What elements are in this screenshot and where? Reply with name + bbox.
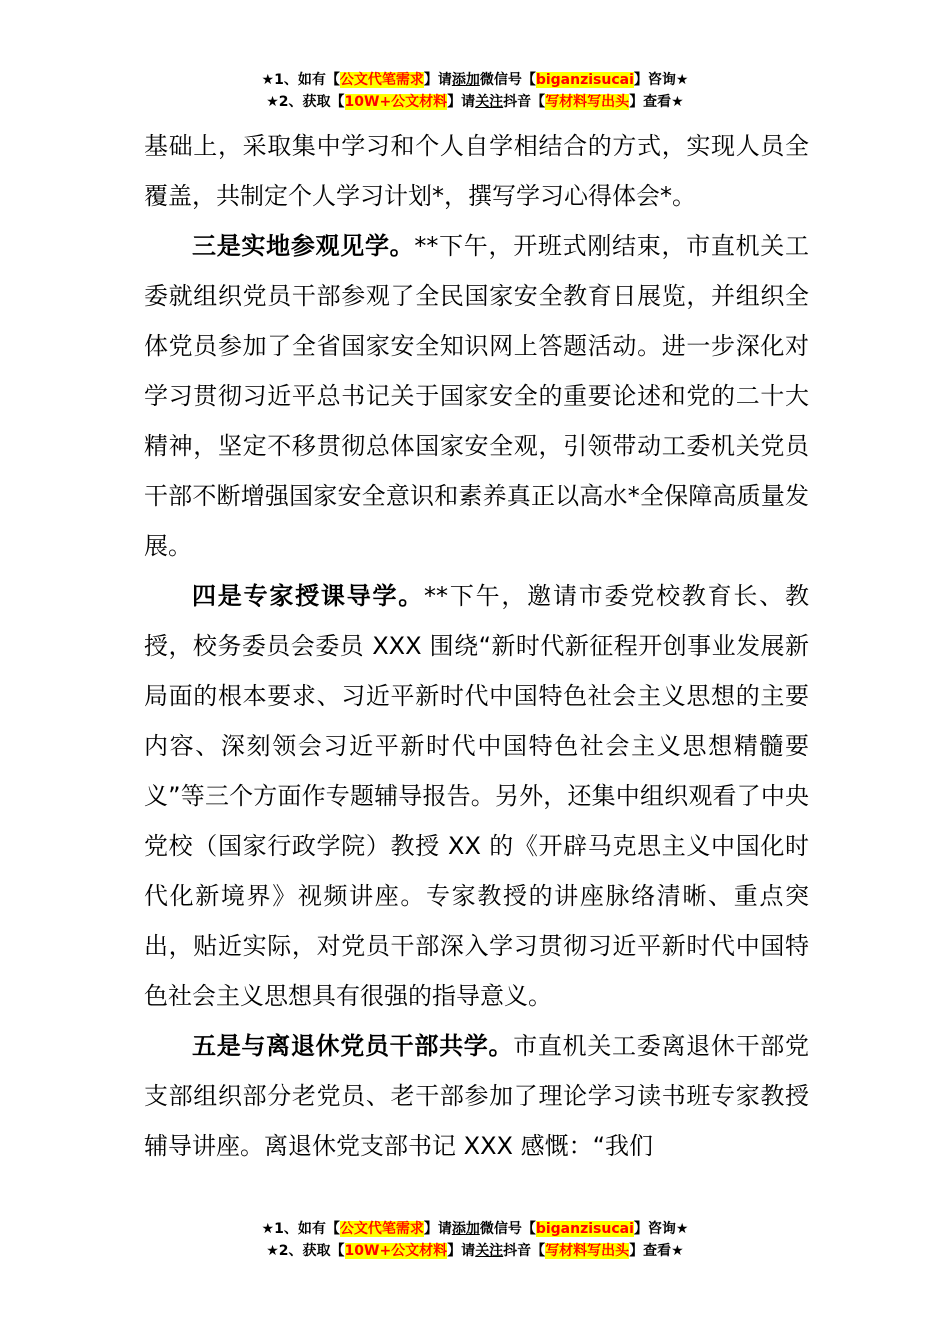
- highlight-douyin-id: 写材料写出头: [545, 1243, 630, 1259]
- header-banner: [0, 69, 950, 113]
- highlight-wechat-id: biganzisucai: [535, 1221, 634, 1237]
- highlight-wechat-id: biganzisucai: [535, 72, 634, 88]
- banner-text: 抖音【: [503, 1243, 546, 1259]
- highlight-douyin-id: 写材料写出头: [545, 94, 630, 110]
- banner-underlined-text: 添加: [451, 1221, 480, 1237]
- banner-underlined-text: 添加: [451, 72, 480, 88]
- paragraph-continuation: 基础上，采取集中学习和个人自学相结合的方式，实现人员全覆盖，共制定个人学习计划*，撰写学习心得体会*。: [144, 132, 809, 210]
- banner-text: 】请: [423, 72, 452, 88]
- highlight-materials: 10W+公文材料: [344, 94, 448, 110]
- banner-underlined-text: 关注: [475, 1243, 504, 1259]
- paragraph-text: 市直机关工委离退休干部党支部组织部分老党员、老干部参加了理论学习读书班专家教授辅导讲座。离退休党支部书记 XXX 感慨：“我们: [144, 1032, 810, 1160]
- banner-underlined-text: 关注: [475, 94, 504, 110]
- banner-text: 】咨询★: [633, 1221, 689, 1237]
- banner-text: 抖音【: [503, 94, 546, 110]
- banner-line-1: [0, 1218, 950, 1240]
- highlight-materials: 10W+公文材料: [344, 1243, 448, 1259]
- highlight-service: 公文代笔需求: [339, 1221, 424, 1237]
- paragraph-retiree-study: [144, 1021, 809, 1171]
- paragraph-lead: 四是专家授课导学。: [192, 582, 425, 610]
- paragraph-expert-lecture: [144, 571, 809, 1021]
- banner-text: 】咨询★: [633, 72, 689, 88]
- banner-text: 】查看★: [629, 1243, 684, 1259]
- banner-text: ★2、获取【: [266, 1243, 345, 1259]
- banner-text: 】请: [423, 1221, 452, 1237]
- paragraph-lead: 三是实地参观见学。: [192, 232, 415, 260]
- banner-text: 】请: [447, 1243, 476, 1259]
- paragraph-site-visit: [144, 221, 809, 571]
- banner-text: 微信号【: [479, 72, 536, 88]
- banner-text: ★1、如有【: [261, 72, 340, 88]
- banner-text: ★1、如有【: [261, 1221, 340, 1237]
- banner-text: 】查看★: [629, 94, 684, 110]
- document-body: [144, 121, 809, 1171]
- banner-line-2: [0, 1240, 950, 1262]
- paragraph-text: **下午，开班式刚结束，市直机关工委就组织党员干部参观了全民国家安全教育日展览，并组织全体党员参加了全省国家安全知识网上答题活动。进一步深化对学习贯彻习近平总书记关于国家安全的重要论述和党的二十大精神，坚定不移贯彻总体国家安全观，引领带动工委机关党员干部不断增强国家安全意识和素养真正以高水*全保障高质量发展。: [144, 232, 809, 560]
- highlight-service: 公文代笔需求: [339, 72, 424, 88]
- banner-text: ★2、获取【: [266, 94, 345, 110]
- banner-line-2: [0, 91, 950, 113]
- banner-text: 】请: [447, 94, 476, 110]
- banner-line-1: [0, 69, 950, 91]
- banner-text: 微信号【: [479, 1221, 536, 1237]
- footer-banner: [0, 1218, 950, 1262]
- paragraph-text: **下午，邀请市委党校教育长、教授，校务委员会委员 XXX 围绕“新时代新征程开创事业发展新局面的根本要求、习近平新时代中国特色社会主义思想的主要内容、深刻领会习近平新时代中国特色社会主义思想精髓要义”等三个方面作专题辅导报告。另外，还集中组织观看了中央党校（国家行政学院）教授 XX 的《开辟马克思主义中国化时代化新境界》视频讲座。专家教授的讲座脉络清晰、重点突出，贴近实际，对党员干部深入学习贯彻习近平新时代中国特色社会主义思想具有很强的指导意义。: [144, 582, 810, 1010]
- paragraph-lead: 五是与离退休党员干部共学。: [192, 1032, 514, 1060]
